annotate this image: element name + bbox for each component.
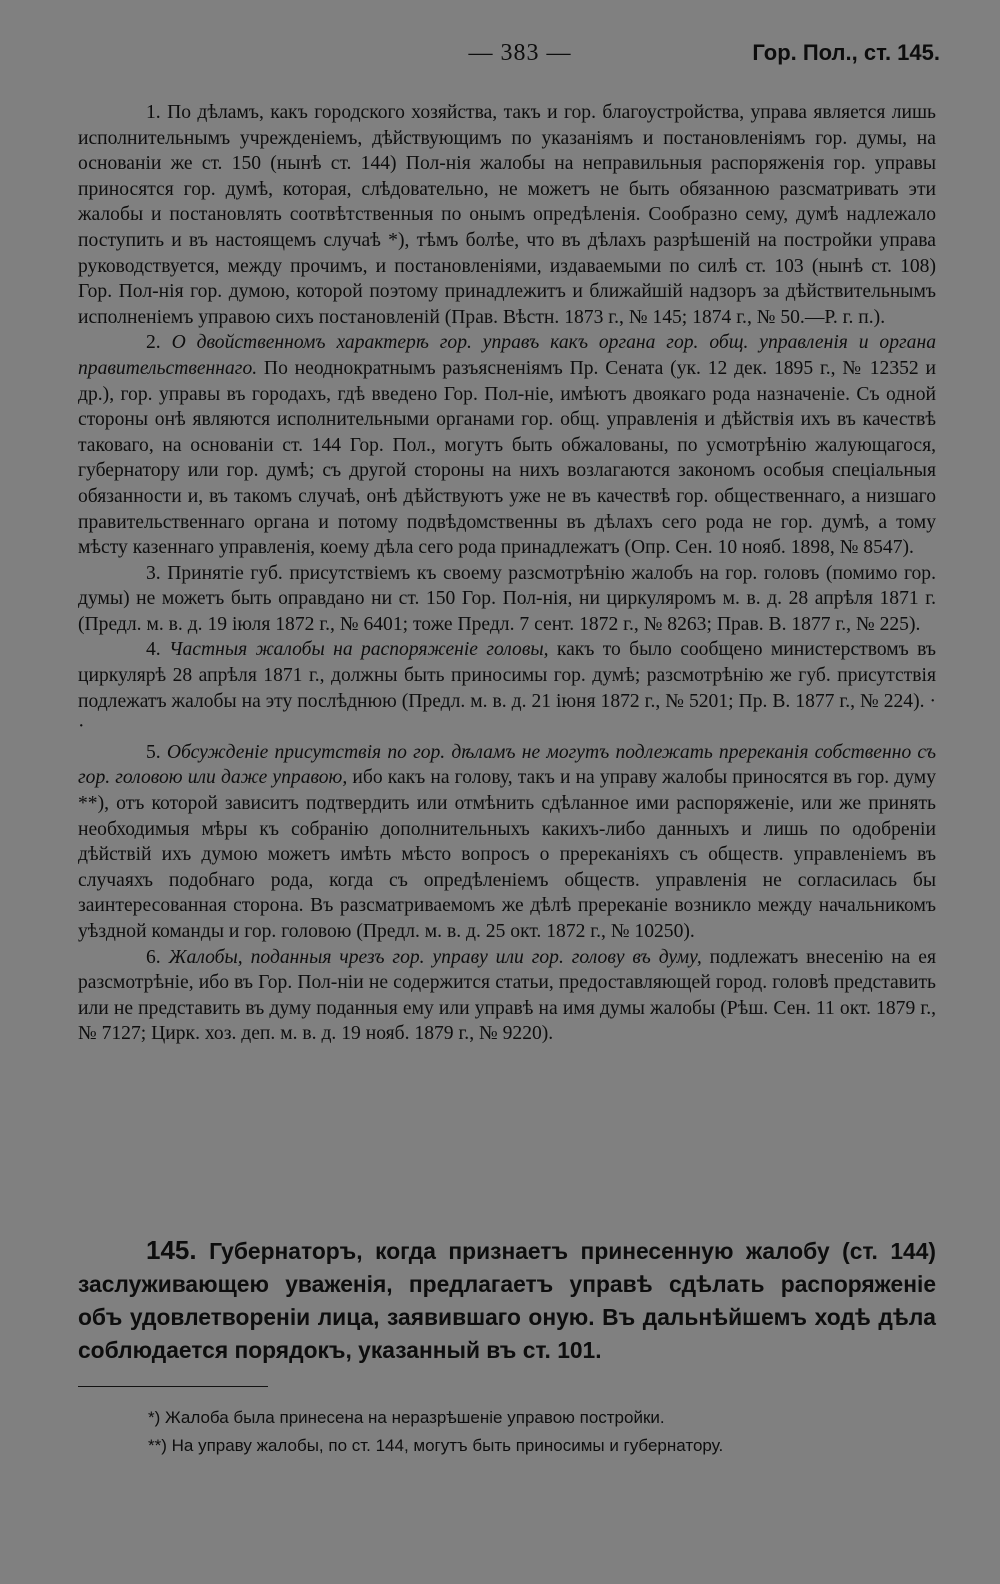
page-header	[0, 40, 1000, 76]
running-head: Гор. Пол., ст. 145.	[752, 40, 940, 65]
footnote-divider	[78, 1386, 268, 1387]
commentary-paragraph-4: 4. Частныя жалобы на распоряженіе головы, какъ то было сообщено министерствомъ въ циркулярѣ 28 апрѣля 1871 г., должны быть приносимы гор. думѣ; разсмотрѣнію же губ. присутствія подлежатъ жалобы на эту послѣднюю (Предл. м. в. д. 21 іюня 1872 г., № 5201; Пр. В. 1877 г., № 224). · ·	[78, 639, 936, 738]
commentary-paragraph-6: 6. Жалобы, поданныя чрезъ гор. управу или гор. голову въ думу, подлежатъ внесенію на ея разсмотрѣніе, ибо въ Гор. Пол-ніи не содержится статьи, предоставляющей город. головѣ представить или не представить въ думу поданныя ему или управѣ на имя думы жалобы (Рѣш. Сен. 11 окт. 1879 г., № 7127; Цирк. хоз. деп. м. в. д. 19 нояб. 1879 г., № 9220).	[78, 946, 936, 1045]
footnote-1: *) Жалоба была принесена на неразрѣшеніе управою постройки.	[148, 1408, 665, 1427]
commentary-paragraph-1: 1. По дѣламъ, какъ городского хозяйства, такъ и гор. благоустройства, управа является лишь исполнительнымъ учрежденіемъ, дѣйствующимъ по указаніямъ и постановленіямъ гор. думы, на основаніи же ст. 150 (нынѣ ст. 144) Пол-нія жалобы на неправильныя распоряженія гор. управы приносятся гор. думѣ, которая, слѣдовательно, не можетъ не быть обязанною разсматривать эти жалобы и постановлять соотвѣтственныя по онымъ опредѣленія. Сообразно сему, думѣ надлежало поступить и въ настоящемъ случаѣ *), тѣмъ болѣе, что въ дѣлахъ разрѣшеній на постройки управа руководствуется, между прочимъ, и постановленіями, издаваемыми по силѣ ст. 103 (нынѣ ст. 108) Гор. Пол-нія гор. думою, которой поэтому принадлежитъ и ближайшій надзоръ за дѣйствительнымъ исполненіемъ управою сихъ постановленій (Прав. Вѣстн. 1873 г., № 145; 1874 г., № 50.—Р. г. п.).	[78, 102, 936, 328]
commentary-paragraph-2: 2. О двойственномъ характерѣ гор. управъ какъ органа гор. общ. управленія и органа правительственнаго. По неоднократнымъ разъясненіямъ Пр. Сената (ук. 12 дек. 1895 г., № 12352 и др.), гор. управы въ городахъ, гдѣ введено Гор. Пол-ніе, имѣютъ двоякаго рода назначеніе. Съ одной стороны онѣ являются исполнительными органами гор. общ. управленія и дѣйствія ихъ въ качествѣ таковаго, на основаніи ст. 144 Гор. Пол., могутъ быть обжалованы, по усмотрѣнію жалующагося, губернатору или гор. думѣ; съ другой стороны на нихъ возлагаются закономъ особыя спеціальныя обязанности и, въ такомъ случаѣ, онѣ дѣйствуютъ уже не въ качествѣ гор. общественнаго, а низшаго правительственнаго органа и потому подвѣдомственны въ дѣлахъ сего рода не гор. думѣ, а тому мѣсту казеннаго управленія, коему дѣла сего рода принадлежатъ (Опр. Сен. 10 нояб. 1898, № 8547).	[78, 332, 936, 559]
footnotes	[148, 1404, 928, 1460]
paragraph-heading: Частныя жалобы на распоряженіе головы,	[169, 639, 549, 661]
commentary-section	[78, 100, 936, 1047]
footnote-2: **) На управу жалобы, по ст. 144, могутъ быть приносимы и губернатору.	[148, 1436, 724, 1455]
article-text: Губернаторъ, когда признаетъ принесенную жалобу (ст. 144) заслуживающею уваженія, предлагаетъ управѣ сдѣлать распоряженіе объ удовлетвореніи лица, заявившаго оную. Въ дальнѣйшемъ ходѣ дѣла соблюдается порядокъ, указанный въ ст. 101.	[78, 1238, 936, 1363]
paragraph-heading: Обсужденіе присутствія по гор. дѣламъ не могутъ подлежать пререканія собственно съ гор. головою или даже управою,	[78, 741, 936, 789]
article-number: 145.	[146, 1235, 197, 1265]
paragraph-heading: Жалобы, поданныя чрезъ гор. управу или гор. голову въ думу,	[168, 946, 702, 968]
paragraph-heading: О двойственномъ характерѣ гор. управъ какъ органа гор. общ. управленія и органа правительственнаго.	[78, 332, 936, 379]
commentary-paragraph-5: 5. Обсужденіе присутствія по гор. дѣламъ не могутъ подлежать пререканія собственно съ гор. головою или даже управою, ибо какъ на голову, такъ и на управу жалобы приносятся въ гор. думу **), отъ которой зависитъ подтвердить или отмѣнить сдѣланное ими распоряженіе, или же принять необходимыя мѣры къ собранію дополнительныхъ какихъ-либо данныхъ и лишь по одобреніи дѣйствій ихъ думою можетъ имѣть мѣсто вопросъ о пререканіяхъ съ обществ. управленіемъ въ случаяхъ подобнаго рода, когда съ опредѣленіемъ обществ. управленія не согласилась бы заинтересованная сторона. Въ разсматриваемомъ же дѣлѣ пререканіе возникло между начальникомъ уѣздной команды и гор. головою (Предл. м. в. д. 25 окт. 1872 г., № 10250).	[78, 741, 936, 942]
article-145	[78, 1234, 936, 1367]
commentary-paragraph-3: 3. Принятіе губ. присутствіемъ къ своему разсмотрѣнію жалобъ на гор. головъ (помимо гор. думы) не можетъ быть оправдано ни ст. 150 Гор. Пол-нія, ни циркуляромъ м. в. д. 28 апрѣля 1871 г. (Предл. м. в. д. 19 іюля 1872 г., № 6401; тоже Предл. 7 сент. 1872 г., № 8263; Прав. В. 1877 г., № 225).	[78, 562, 936, 635]
page-number: — 383 —	[468, 40, 572, 66]
